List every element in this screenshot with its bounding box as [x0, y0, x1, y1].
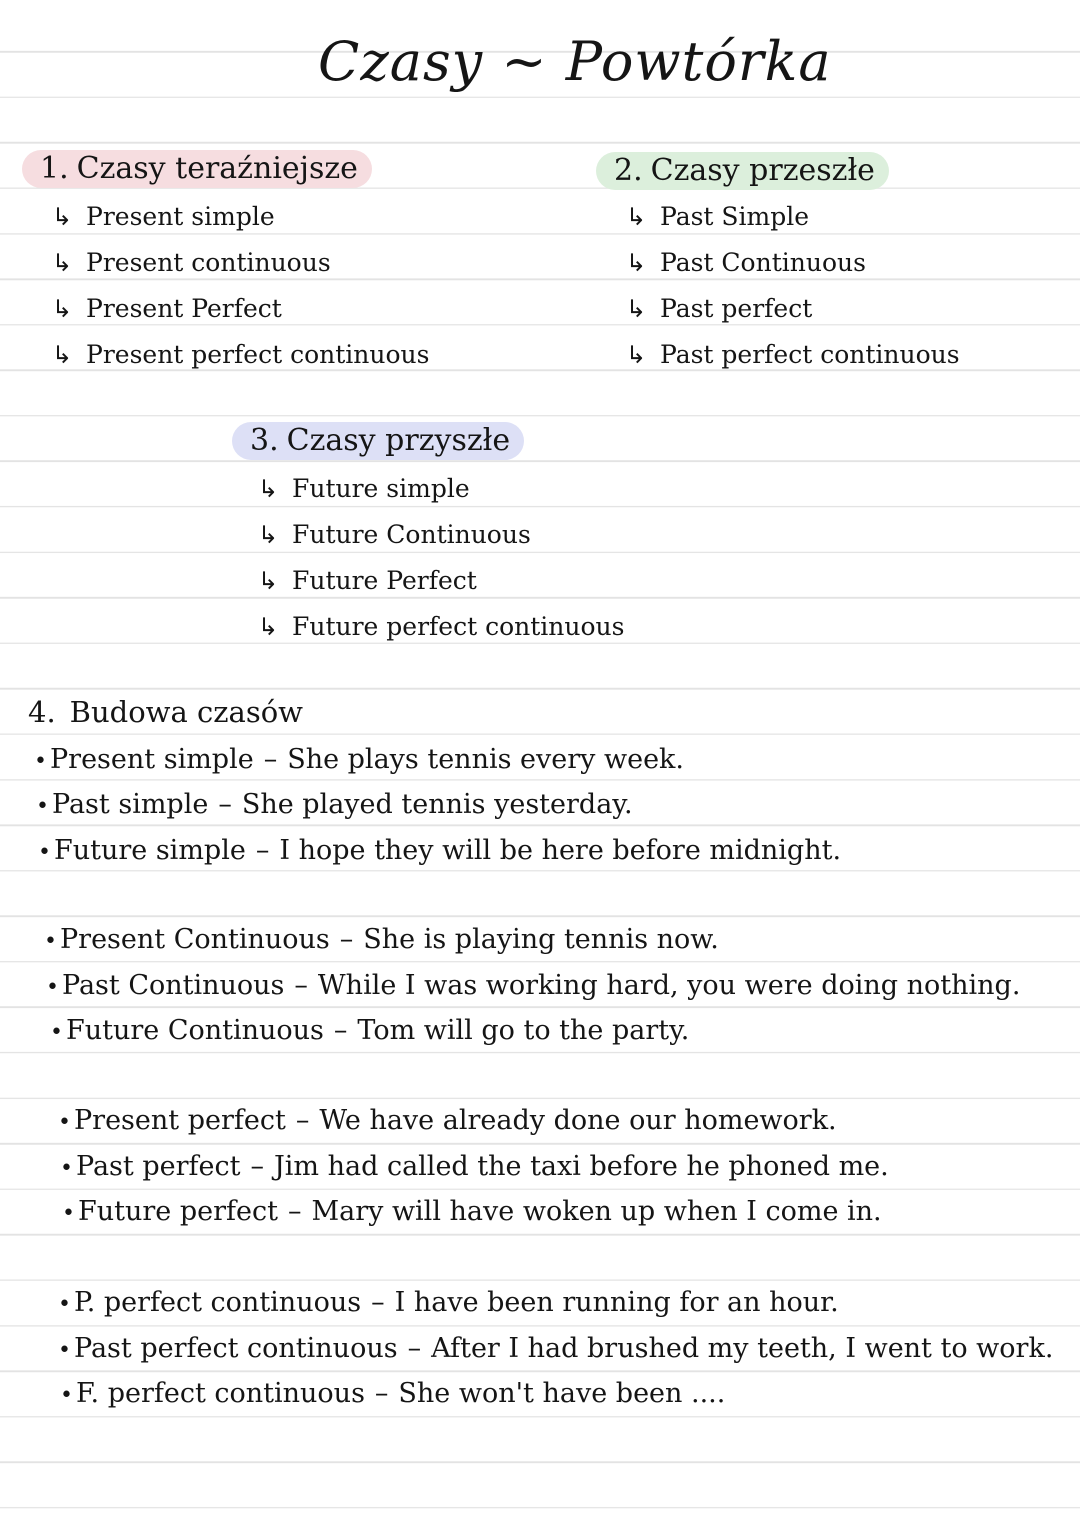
arrow-icon: ↳ [626, 295, 647, 323]
heading-text: Budowa czasów [69, 695, 303, 729]
dash-separator: – [333, 1015, 348, 1046]
item-label: Future simple [292, 474, 470, 503]
example-item [50, 1011, 689, 1053]
page-title: Czasy ~ Powtórka [318, 30, 832, 93]
example-item [38, 831, 841, 873]
heading-number: 2. [614, 153, 643, 188]
dash-separator: – [263, 744, 278, 775]
dash-separator: – [287, 1196, 302, 1227]
heading-number: 3. [250, 423, 279, 458]
arrow-icon: ↳ [626, 249, 647, 277]
example-sentence: While I was working hard, you were doing nothing. [317, 970, 1021, 1001]
dash-separator: – [255, 835, 270, 866]
item-label: Past Simple [660, 202, 810, 231]
example-sentence: She won't have been .... [398, 1378, 726, 1409]
arrow-icon: ↳ [258, 475, 279, 503]
example-item [62, 1192, 882, 1234]
example-sentence: After I had brushed my teeth, I went to work. [431, 1333, 1054, 1364]
example-sentence: She is playing tennis now. [363, 924, 719, 955]
item-label: Past Continuous [660, 248, 866, 277]
item-label: Past perfect [660, 294, 813, 323]
example-tense: Past perfect [76, 1151, 241, 1182]
example-item [46, 966, 1020, 1008]
dash-separator: – [371, 1287, 385, 1318]
example-tense: Present perfect [74, 1105, 286, 1136]
item-label: Future perfect continuous [292, 612, 625, 641]
bullet-icon: • [46, 975, 59, 1000]
dash-separator: – [374, 1378, 389, 1409]
dash-separator: – [250, 1151, 264, 1182]
arrow-icon: ↳ [52, 341, 73, 369]
example-tense: Future Continuous [66, 1015, 324, 1046]
arrow-icon: ↳ [258, 613, 279, 641]
item-label: Present continuous [86, 248, 331, 277]
bullet-icon: • [58, 1292, 71, 1317]
heading-text: Czasy teraźniejsze [76, 151, 358, 186]
example-sentence: Jim had called the taxi before he phoned me. [273, 1151, 889, 1182]
arrow-icon: ↳ [52, 295, 73, 323]
example-sentence: Mary will have woken up when I come in. [311, 1196, 882, 1227]
dash-separator: – [294, 970, 308, 1001]
example-item [36, 785, 633, 827]
item-label: Present perfect continuous [86, 340, 430, 369]
example-sentence: She played tennis yesterday. [241, 789, 633, 820]
example-sentence: Tom will go to the party. [357, 1015, 690, 1046]
example-sentence: I hope they will be here before midnight. [279, 835, 842, 866]
example-item [58, 1329, 1053, 1371]
example-item [34, 740, 684, 782]
example-tense: P. perfect continuous [74, 1287, 362, 1318]
example-tense: F. perfect continuous [76, 1378, 365, 1409]
bullet-icon: • [38, 840, 51, 865]
example-item [58, 1283, 839, 1325]
dash-separator: – [339, 924, 354, 955]
arrow-icon: ↳ [52, 203, 73, 231]
heading-text: Czasy przeszłe [650, 153, 875, 188]
dash-separator: – [295, 1105, 310, 1136]
bullet-icon: • [58, 1110, 71, 1135]
example-tense: Future perfect [78, 1196, 278, 1227]
example-item [60, 1147, 889, 1189]
bullet-icon: • [60, 1383, 73, 1408]
bullet-icon: • [58, 1338, 71, 1363]
example-tense: Present simple [50, 744, 254, 775]
dash-separator: – [218, 789, 232, 820]
item-label: Past perfect continuous [660, 340, 960, 369]
heading-number: 4. [28, 695, 56, 729]
example-tense: Present Continuous [60, 924, 330, 955]
arrow-icon: ↳ [258, 521, 279, 549]
bullet-icon: • [62, 1201, 75, 1226]
item-label: Present simple [86, 202, 275, 231]
example-tense: Past Continuous [62, 970, 285, 1001]
example-sentence: I have been running for an hour. [394, 1287, 839, 1318]
example-item [58, 1101, 837, 1143]
bullet-icon: • [34, 749, 47, 774]
heading-text: Czasy przyszłe [286, 423, 511, 458]
heading-number: 1. [40, 151, 69, 186]
arrow-icon: ↳ [52, 249, 73, 277]
example-tense: Past simple [52, 789, 209, 820]
arrow-icon: ↳ [258, 567, 279, 595]
dash-separator: – [407, 1333, 422, 1364]
bullet-icon: • [60, 1156, 73, 1181]
arrow-icon: ↳ [626, 341, 647, 369]
example-sentence: We have already done our homework. [319, 1105, 837, 1136]
arrow-icon: ↳ [626, 203, 647, 231]
item-label: Future Continuous [292, 520, 531, 549]
example-item [44, 920, 719, 962]
bullet-icon: • [36, 794, 49, 819]
example-sentence: She plays tennis every week. [287, 744, 685, 775]
item-label: Present Perfect [86, 294, 282, 323]
example-tense: Future simple [54, 835, 246, 866]
example-tense: Past perfect continuous [74, 1333, 398, 1364]
bullet-icon: • [44, 929, 57, 954]
example-item [60, 1374, 725, 1416]
bullet-icon: • [50, 1020, 63, 1045]
item-label: Future Perfect [292, 566, 477, 595]
